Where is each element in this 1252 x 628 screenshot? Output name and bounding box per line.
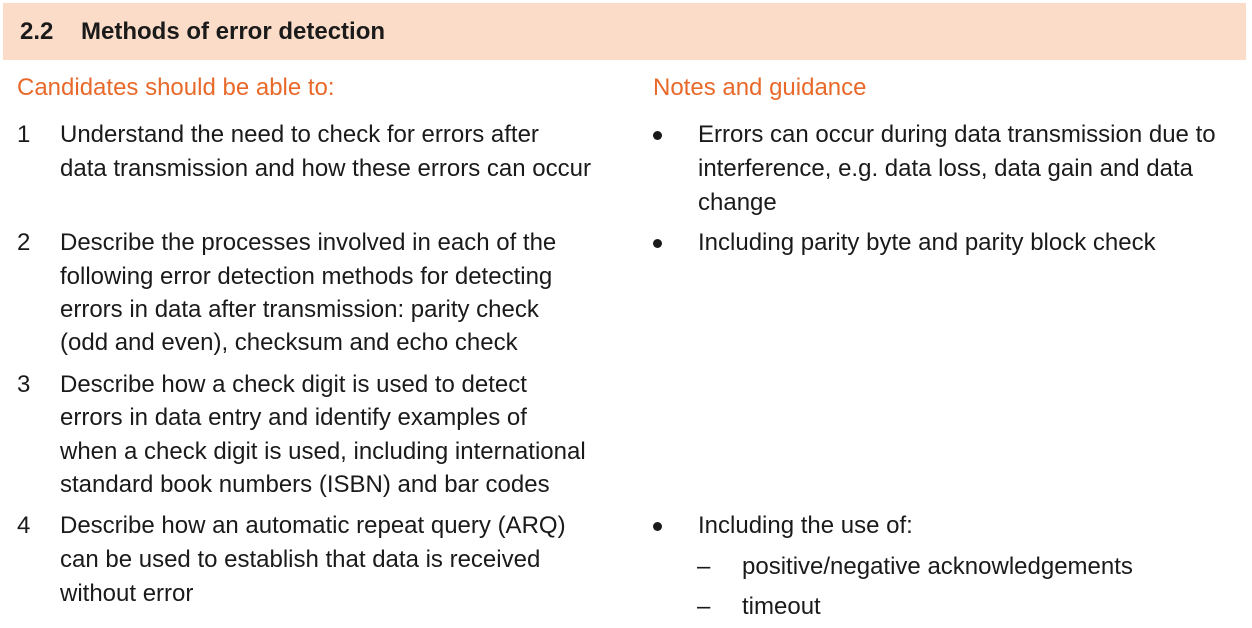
objective-line: standard book numbers (ISBN) and bar codes (60, 471, 550, 498)
objective-line: can be used to establish that data is received (60, 546, 541, 573)
objective-line: errors in data entry and identify examples of (60, 404, 527, 431)
note-sub-item: timeout (742, 593, 821, 620)
dash-marker-icon: – (697, 593, 711, 620)
note-line: interference, e.g. data loss, data gain and data (698, 155, 1194, 182)
objective-line: Describe how an automatic repeat query (ARQ) (60, 512, 566, 539)
note-line: Including parity byte and parity block check (698, 229, 1156, 256)
objective-number: 1 (17, 121, 31, 148)
section-title: Methods of error detection (81, 18, 386, 45)
notes-heading: Notes and guidance (653, 74, 867, 101)
note-line: Errors can occur during data transmission due to (698, 121, 1216, 148)
section-header (3, 3, 1246, 60)
objective-number: 3 (17, 371, 31, 398)
objective-line: following error detection methods for detecting (60, 263, 553, 290)
objective-line: (odd and even), checksum and echo check (60, 329, 518, 356)
dash-marker-icon: – (697, 553, 711, 580)
bullet-icon (653, 522, 662, 531)
objective-line: Understand the need to check for errors after (60, 121, 539, 148)
objective-line: Describe how a check digit is used to detect (60, 371, 527, 398)
objective-line: Describe the processes involved in each of the (60, 229, 557, 256)
note-line: change (698, 189, 777, 216)
objective-line: without error (60, 580, 194, 607)
candidates-heading: Candidates should be able to: (17, 74, 335, 101)
objective-line: when a check digit is used, including international (60, 438, 586, 465)
objective-line: errors in data after transmission: parity check (60, 296, 539, 323)
note-line: Including the use of: (698, 512, 913, 539)
section-number: 2.2 (20, 18, 54, 45)
objective-number: 4 (17, 512, 31, 539)
bullet-icon (653, 131, 662, 140)
bullet-icon (653, 239, 662, 248)
objective-number: 2 (17, 229, 31, 256)
objective-line: data transmission and how these errors can occur (60, 155, 591, 182)
note-sub-item: positive/negative acknowledgements (742, 553, 1133, 580)
